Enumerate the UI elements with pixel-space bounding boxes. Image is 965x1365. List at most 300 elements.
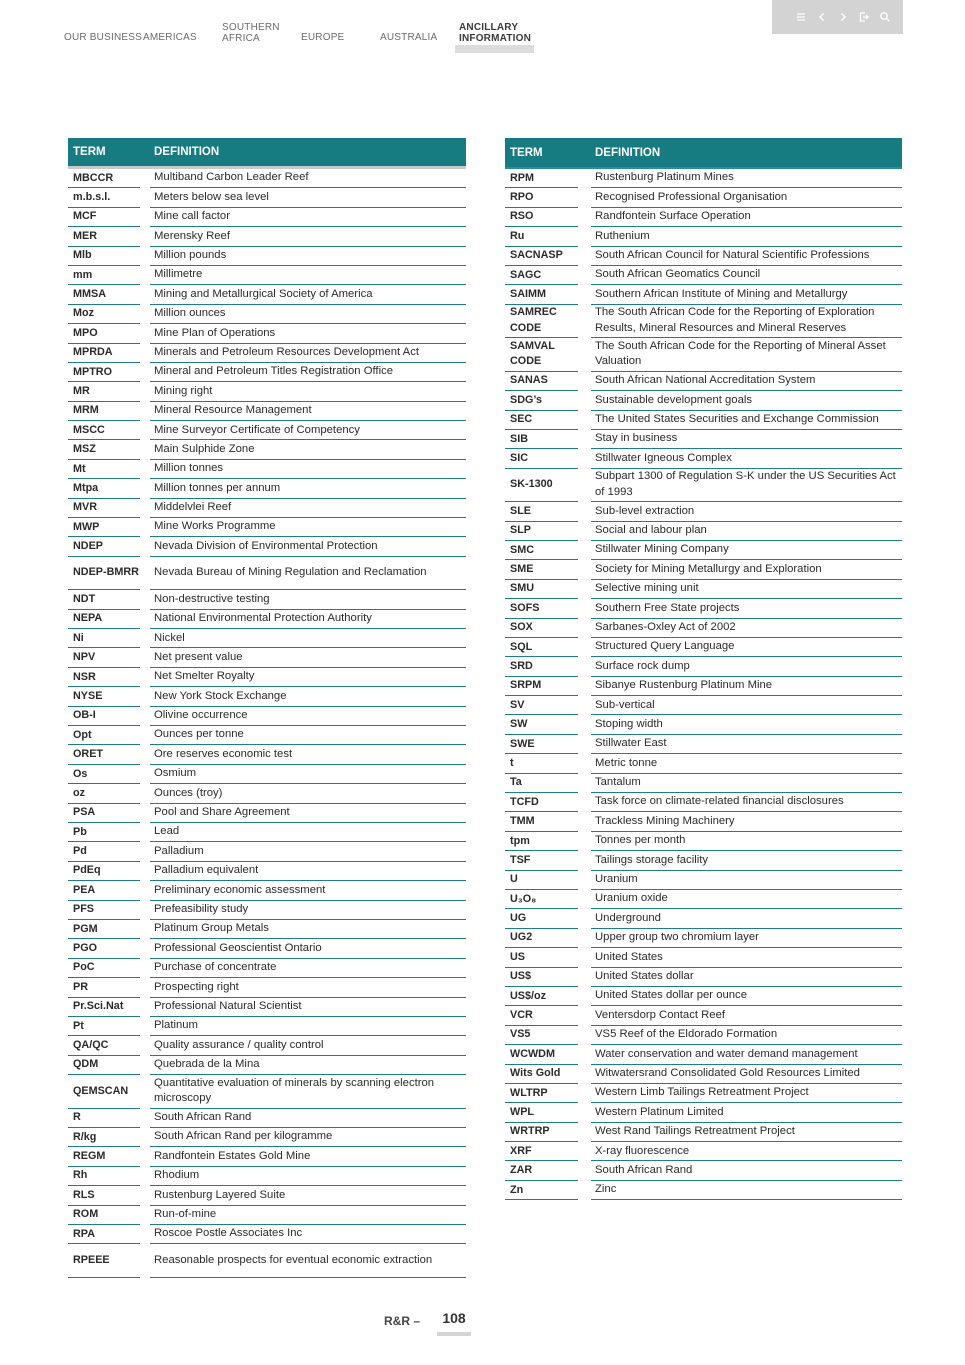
definition-cell: Prefeasibility study: [150, 901, 466, 920]
table-row: [68, 862, 466, 881]
table-row: [505, 812, 902, 831]
table-row: [505, 266, 902, 285]
term-cell: NDT: [68, 590, 140, 609]
definition-cell: Professional Natural Scientist: [150, 998, 466, 1017]
table-row: [505, 657, 902, 676]
table-row: [505, 502, 902, 521]
term-cell: REGM: [68, 1147, 140, 1166]
definition-cell: Witwatersrand Consolidated Gold Resources Limited: [591, 1065, 902, 1084]
table-row: [68, 959, 466, 978]
export-icon[interactable]: [858, 11, 870, 23]
term-cell: ZAR: [505, 1161, 578, 1180]
definition-cell: Olivine occurrence: [150, 707, 466, 726]
term-cell: TMM: [505, 812, 578, 831]
definition-cell: National Environmental Protection Authority: [150, 610, 466, 629]
definition-cell: Rustenburg Layered Suite: [150, 1186, 466, 1205]
table-row: [68, 1128, 466, 1147]
nav-europe[interactable]: EUROPE: [301, 32, 345, 43]
page-number: 108: [437, 1310, 471, 1336]
term-cell: R: [68, 1109, 140, 1128]
term-cell: Zn: [505, 1181, 578, 1200]
table-row: [505, 715, 902, 734]
table-row: [68, 1147, 466, 1166]
table-row: [505, 1103, 902, 1122]
term-cell: Moz: [68, 305, 140, 324]
term-cell: R/kg: [68, 1128, 140, 1147]
table-row: [68, 1017, 466, 1036]
table-row: [505, 793, 902, 812]
definition-cell: Middelvlei Reef: [150, 499, 466, 518]
term-cell: SIB: [505, 430, 578, 449]
definition-cell: Sarbanes-Oxley Act of 2002: [591, 619, 902, 638]
table-row: [68, 998, 466, 1017]
nav-southern-africa-line2: AFRICA: [222, 33, 260, 44]
table-row: [68, 1075, 466, 1109]
table-row: [68, 629, 466, 648]
term-cell: Opt: [68, 726, 140, 745]
table-row: [505, 929, 902, 948]
table-body: [505, 169, 902, 1200]
term-cell: SK-1300: [505, 469, 578, 503]
term-cell: PGO: [68, 939, 140, 958]
term-cell: SMU: [505, 580, 578, 599]
definition-cell: Main Sulphide Zone: [150, 440, 466, 459]
term-cell: Mlb: [68, 247, 140, 266]
definition-cell: Sub-level extraction: [591, 502, 902, 521]
term-cell: tpm: [505, 832, 578, 851]
nav-southern-africa-line1: SOUTHERN: [222, 22, 280, 33]
term-cell: PEA: [68, 881, 140, 900]
term-cell: t: [505, 754, 578, 773]
glossary-table-left: [68, 138, 466, 1278]
table-row: [505, 1142, 902, 1161]
definition-cell: VS5 Reef of the Eldorado Formation: [591, 1026, 902, 1045]
definition-cell: Underground: [591, 909, 902, 928]
definition-cell: Ounces per tonne: [150, 726, 466, 745]
term-cell: US$: [505, 968, 578, 987]
term-cell: MWP: [68, 518, 140, 537]
table-row: [68, 610, 466, 629]
term-cell: WRTRP: [505, 1123, 578, 1142]
term-cell: SEC: [505, 411, 578, 430]
table-row: [68, 1167, 466, 1186]
term-cell: PoC: [68, 959, 140, 978]
term-cell: mm: [68, 266, 140, 285]
definition-cell: United States: [591, 948, 902, 967]
header-term: TERM: [73, 146, 106, 158]
term-cell: Pb: [68, 823, 140, 842]
table-row: [68, 440, 466, 459]
term-cell: XRF: [505, 1142, 578, 1161]
definition-cell: Social and labour plan: [591, 522, 902, 541]
table-row: [505, 391, 902, 410]
term-cell: RPA: [68, 1225, 140, 1244]
table-row: [505, 208, 902, 227]
definition-cell: Million tonnes per annum: [150, 479, 466, 498]
term-cell: Pt: [68, 1017, 140, 1036]
term-cell: SW: [505, 715, 578, 734]
table-row: [505, 948, 902, 967]
definition-cell: Task force on climate-related financial disclosures: [591, 793, 902, 812]
table-row: [68, 765, 466, 784]
table-row: [68, 726, 466, 745]
definition-cell: Merensky Reef: [150, 227, 466, 246]
term-cell: SAMVAL CODE: [505, 338, 578, 372]
table-row: [505, 774, 902, 793]
term-cell: NSR: [68, 668, 140, 687]
definition-cell: Sibanye Rustenburg Platinum Mine: [591, 677, 902, 696]
nav-australia[interactable]: AUSTRALIA: [380, 32, 438, 43]
table-row: [505, 890, 902, 909]
definition-cell: Structured Query Language: [591, 638, 902, 657]
table-row: [68, 208, 466, 227]
term-cell: Rh: [68, 1167, 140, 1186]
term-cell: MSZ: [68, 440, 140, 459]
term-cell: PdEq: [68, 862, 140, 881]
definition-cell: West Rand Tailings Retreatment Project: [591, 1123, 902, 1142]
nav-ancillary-line1: ANCILLARY: [459, 22, 519, 33]
definition-cell: Trackless Mining Machinery: [591, 812, 902, 831]
table-row: [505, 1065, 902, 1084]
definition-cell: Preliminary economic assessment: [150, 881, 466, 900]
term-cell: NYSE: [68, 687, 140, 706]
definition-cell: Randfontein Surface Operation: [591, 208, 902, 227]
definition-cell: Prospecting right: [150, 978, 466, 997]
definition-cell: Minerals and Petroleum Resources Development Act: [150, 344, 466, 363]
table-row: [505, 1006, 902, 1025]
table-row: [68, 648, 466, 667]
definition-cell: Nevada Division of Environmental Protection: [150, 537, 466, 556]
term-cell: NEPA: [68, 610, 140, 629]
table-row: [68, 707, 466, 726]
table-row: [505, 285, 902, 304]
table-row: [505, 580, 902, 599]
definition-cell: The South African Code for the Reporting of Mineral Asset Valuation: [591, 338, 902, 372]
table-row: [505, 754, 902, 773]
definition-cell: Palladium: [150, 842, 466, 861]
menu-icon[interactable]: [795, 11, 807, 23]
chevron-right-icon[interactable]: [837, 11, 849, 23]
term-cell: MBCCR: [68, 169, 140, 188]
definition-cell: Tailings storage facility: [591, 851, 902, 870]
term-cell: MVR: [68, 499, 140, 518]
table-row: [68, 978, 466, 997]
footer-report-label: R&R –: [384, 1314, 421, 1328]
definition-cell: United States dollar per ounce: [591, 987, 902, 1006]
term-cell: SANAS: [505, 372, 578, 391]
definition-cell: Net present value: [150, 648, 466, 667]
term-cell: QA/QC: [68, 1036, 140, 1055]
definition-cell: Mine Surveyor Certificate of Competency: [150, 421, 466, 440]
term-cell: RSO: [505, 208, 578, 227]
table-row: [505, 188, 902, 207]
definition-cell: Mine Plan of Operations: [150, 324, 466, 343]
table-row: [505, 1123, 902, 1142]
term-cell: PSA: [68, 804, 140, 823]
definition-cell: Purchase of concentrate: [150, 959, 466, 978]
definition-cell: Rhodium: [150, 1167, 466, 1186]
definition-cell: X-ray fluorescence: [591, 1142, 902, 1161]
search-icon[interactable]: [879, 11, 891, 23]
glossary-table-right: [505, 138, 902, 1200]
term-cell: MER: [68, 227, 140, 246]
table-row: [505, 449, 902, 468]
table-row: [505, 338, 902, 372]
table-row: [68, 823, 466, 842]
definition-cell: Reasonable prospects for eventual economic extraction: [150, 1244, 466, 1278]
term-cell: TCFD: [505, 793, 578, 812]
definition-cell: Mining and Metallurgical Society of America: [150, 285, 466, 304]
definition-cell: Rustenburg Platinum Mines: [591, 169, 902, 188]
table-row: [505, 372, 902, 391]
table-body: [68, 169, 466, 1278]
definition-cell: Selective mining unit: [591, 580, 902, 599]
table-row: [505, 599, 902, 618]
term-cell: WPL: [505, 1103, 578, 1122]
definition-cell: Million pounds: [150, 247, 466, 266]
term-cell: Os: [68, 765, 140, 784]
definition-cell: Uranium: [591, 871, 902, 890]
definition-cell: South African National Accreditation System: [591, 372, 902, 391]
table-row: [68, 402, 466, 421]
table-row: [68, 285, 466, 304]
definition-cell: Platinum Group Metals: [150, 920, 466, 939]
term-cell: WCWDM: [505, 1045, 578, 1064]
term-cell: MRM: [68, 402, 140, 421]
term-cell: U: [505, 871, 578, 890]
definition-cell: Pool and Share Agreement: [150, 804, 466, 823]
term-cell: SIC: [505, 449, 578, 468]
definition-cell: Lead: [150, 823, 466, 842]
table-row: [68, 804, 466, 823]
term-cell: SWE: [505, 735, 578, 754]
table-row: [68, 344, 466, 363]
table-row: [505, 909, 902, 928]
table-row: [505, 1045, 902, 1064]
table-row: [68, 842, 466, 861]
definition-cell: Upper group two chromium layer: [591, 929, 902, 948]
table-row: [68, 745, 466, 764]
table-row: [68, 188, 466, 207]
definition-cell: Southern African Institute of Mining and Metallurgy: [591, 285, 902, 304]
definition-cell: Million tonnes: [150, 460, 466, 479]
term-cell: SACNASP: [505, 247, 578, 266]
table-row: [505, 619, 902, 638]
table-row: [68, 1206, 466, 1225]
chevron-left-icon[interactable]: [816, 11, 828, 23]
table-row: [505, 430, 902, 449]
definition-cell: Quality assurance / quality control: [150, 1036, 466, 1055]
definition-cell: Multiband Carbon Leader Reef: [150, 169, 466, 188]
table-row: [68, 901, 466, 920]
table-row: [505, 1161, 902, 1180]
table-header: [505, 138, 902, 169]
definition-cell: Ounces (troy): [150, 784, 466, 803]
definition-cell: Southern Free State projects: [591, 599, 902, 618]
table-row: [68, 1056, 466, 1075]
definition-cell: South African Rand: [150, 1109, 466, 1128]
term-cell: UG2: [505, 929, 578, 948]
term-cell: QDM: [68, 1056, 140, 1075]
definition-cell: Ruthenium: [591, 227, 902, 246]
definition-cell: Palladium equivalent: [150, 862, 466, 881]
table-row: [68, 1186, 466, 1205]
nav-our-business[interactable]: OUR BUSINESS: [64, 32, 142, 43]
term-cell: SRD: [505, 657, 578, 676]
definition-cell: Ventersdorp Contact Reef: [591, 1006, 902, 1025]
definition-cell: Metric tonne: [591, 754, 902, 773]
term-cell: MR: [68, 382, 140, 401]
term-cell: Mt: [68, 460, 140, 479]
term-cell: m.b.s.l.: [68, 188, 140, 207]
table-row: [68, 518, 466, 537]
table-row: [68, 1036, 466, 1055]
term-cell: NPV: [68, 648, 140, 667]
term-cell: Pr.Sci.Nat: [68, 998, 140, 1017]
table-row: [505, 541, 902, 560]
definition-cell: Platinum: [150, 1017, 466, 1036]
definition-cell: Tantalum: [591, 774, 902, 793]
term-cell: OB-I: [68, 707, 140, 726]
definition-cell: Millimetre: [150, 266, 466, 285]
table-row: [68, 537, 466, 556]
term-cell: TSF: [505, 851, 578, 870]
term-cell: WLTRP: [505, 1084, 578, 1103]
term-cell: Ni: [68, 629, 140, 648]
term-cell: ORET: [68, 745, 140, 764]
table-row: [505, 638, 902, 657]
term-cell: SLP: [505, 522, 578, 541]
term-cell: Ru: [505, 227, 578, 246]
header-definition: DEFINITION: [595, 146, 661, 159]
table-row: [68, 421, 466, 440]
term-cell: US$/oz: [505, 987, 578, 1006]
header-definition: DEFINITION: [154, 146, 220, 158]
term-cell: Wits Gold: [505, 1065, 578, 1084]
table-row: [68, 1244, 466, 1278]
definition-cell: Net Smelter Royalty: [150, 668, 466, 687]
table-row: [68, 382, 466, 401]
definition-cell: Stoping width: [591, 715, 902, 734]
table-row: [505, 696, 902, 715]
term-cell: SQL: [505, 638, 578, 657]
definition-cell: South African Geomatics Council: [591, 266, 902, 285]
table-row: [505, 1084, 902, 1103]
term-cell: SV: [505, 696, 578, 715]
term-cell: SAGC: [505, 266, 578, 285]
definition-cell: New York Stock Exchange: [150, 687, 466, 706]
term-cell: SOFS: [505, 599, 578, 618]
term-cell: US: [505, 948, 578, 967]
term-cell: Ta: [505, 774, 578, 793]
table-row: [68, 479, 466, 498]
toolbar: [772, 0, 903, 34]
term-cell: PGM: [68, 920, 140, 939]
header-term: TERM: [510, 146, 543, 159]
term-cell: ROM: [68, 1206, 140, 1225]
term-cell: SLE: [505, 502, 578, 521]
table-row: [68, 1109, 466, 1128]
definition-cell: Run-of-mine: [150, 1206, 466, 1225]
definition-cell: Quantitative evaluation of minerals by scanning electron microscopy: [150, 1075, 466, 1109]
definition-cell: Mining right: [150, 382, 466, 401]
term-cell: RLS: [68, 1186, 140, 1205]
table-row: [505, 871, 902, 890]
table-row: [68, 784, 466, 803]
definition-cell: Society for Mining Metallurgy and Exploration: [591, 560, 902, 579]
definition-cell: Mine call factor: [150, 208, 466, 227]
term-cell: MPTRO: [68, 363, 140, 382]
term-cell: MPO: [68, 324, 140, 343]
definition-cell: The United States Securities and Exchange Commission: [591, 411, 902, 430]
table-row: [505, 169, 902, 188]
table-row: [68, 324, 466, 343]
term-cell: PR: [68, 978, 140, 997]
nav-americas[interactable]: AMERICAS: [143, 32, 197, 43]
table-row: [505, 411, 902, 430]
table-row: [505, 522, 902, 541]
term-cell: PFS: [68, 901, 140, 920]
definition-cell: Sub-vertical: [591, 696, 902, 715]
table-row: [68, 590, 466, 609]
table-row: [505, 227, 902, 246]
definition-cell: Stillwater Mining Company: [591, 541, 902, 560]
table-row: [68, 920, 466, 939]
definition-cell: Quebrada de la Mina: [150, 1056, 466, 1075]
definition-cell: Nickel: [150, 629, 466, 648]
definition-cell: Subpart 1300 of Regulation S-K under the US Securities Act of 1993: [591, 469, 902, 503]
term-cell: SOX: [505, 619, 578, 638]
definition-cell: Stillwater East: [591, 735, 902, 754]
table-row: [68, 305, 466, 324]
nav-southern-africa[interactable]: [222, 22, 280, 44]
definition-cell: Tonnes per month: [591, 832, 902, 851]
definition-cell: Randfontein Estates Gold Mine: [150, 1147, 466, 1166]
table-row: [505, 247, 902, 266]
term-cell: VCR: [505, 1006, 578, 1025]
table-row: [505, 832, 902, 851]
table-row: [68, 687, 466, 706]
term-cell: SDG’s: [505, 391, 578, 410]
term-cell: QEMSCAN: [68, 1075, 140, 1109]
table-row: [68, 939, 466, 958]
table-row: [68, 227, 466, 246]
term-cell: UG: [505, 909, 578, 928]
table-row: [68, 266, 466, 285]
nav-ancillary-information[interactable]: [459, 22, 531, 44]
definition-cell: Nevada Bureau of Mining Regulation and Reclamation: [150, 557, 466, 591]
definition-cell: Meters below sea level: [150, 188, 466, 207]
table-row: [505, 1181, 902, 1200]
definition-cell: Non-destructive testing: [150, 590, 466, 609]
table-row: [505, 469, 902, 503]
table-row: [68, 1225, 466, 1244]
term-cell: Pd: [68, 842, 140, 861]
definition-cell: Professional Geoscientist Ontario: [150, 939, 466, 958]
table-row: [505, 305, 902, 339]
table-row: [68, 460, 466, 479]
table-row: [505, 677, 902, 696]
table-row: [505, 968, 902, 987]
table-row: [68, 668, 466, 687]
definition-cell: Recognised Professional Organisation: [591, 188, 902, 207]
term-cell: SAMREC CODE: [505, 305, 578, 339]
definition-cell: Uranium oxide: [591, 890, 902, 909]
definition-cell: Water conservation and water demand management: [591, 1045, 902, 1064]
definition-cell: Million ounces: [150, 305, 466, 324]
nav-active-indicator: [455, 45, 534, 53]
definition-cell: The South African Code for the Reporting of Exploration Results, Mineral Resources and Mineral Reserves: [591, 305, 902, 339]
